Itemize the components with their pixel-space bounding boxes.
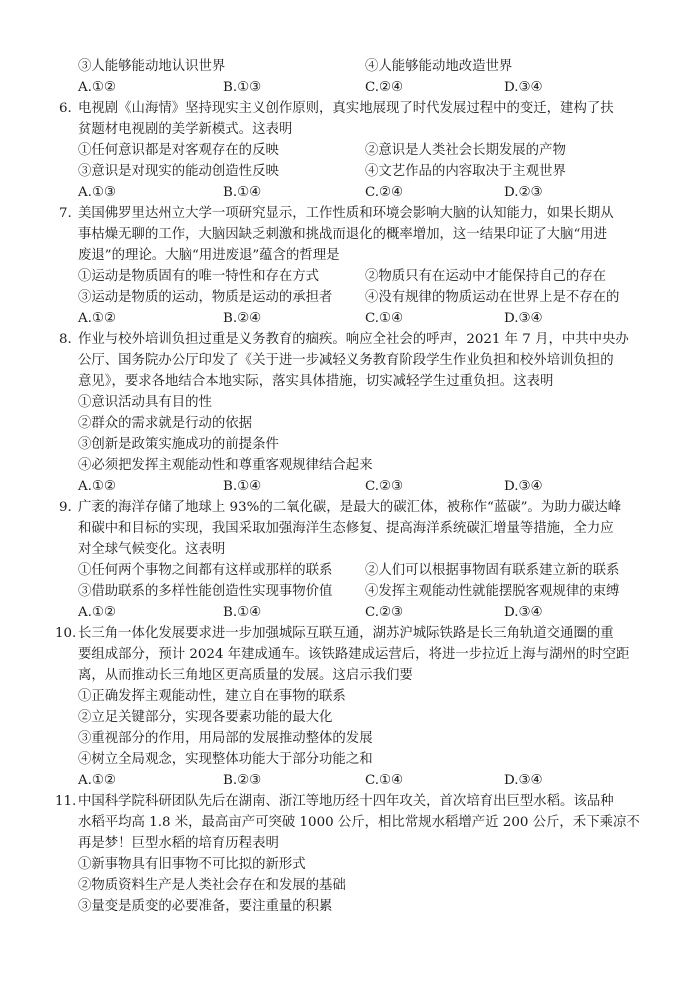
q9-answer-d: D.③④ [504, 605, 543, 620]
q7-option-1: ①运动是物质固有的唯一特性和存在方式 [78, 269, 320, 284]
q10-answer-c: C.①④ [365, 773, 404, 788]
q10-answer-d: D.③④ [504, 773, 543, 788]
q8-answer-b: B.①④ [223, 479, 262, 494]
q8-option-1: ①意识活动具有目的性 [78, 395, 212, 410]
q7-number: 7. [59, 206, 72, 221]
q9-answer-b: B.①④ [223, 605, 262, 620]
q10-stem-line: 离，从而推动长三角地区更高质量的发展。这启示我们要 [78, 668, 413, 683]
q10-option-3: ③重视部分的作用，用局部的发展推动整体的发展 [78, 731, 373, 746]
q10-number: 10. [55, 626, 77, 641]
q11-stem-line: 水稻平均高 1.8 米，最高亩产可突破 1000 公斤，相比常规水稻增产近 200 公斤，禾下乘凉不 [78, 815, 640, 830]
q9-stem-line: 对全球气候变化。这表明 [78, 542, 226, 557]
q7-option-4: ④没有规律的物质运动在世界上是不存在的 [365, 290, 620, 305]
q10-stem-line: 要组成部分，预计 2024 年建成通车。该铁路建成运营后，将进一步拉近上海与湖州的时空距 [78, 647, 630, 662]
q6-option-4: ④文艺作品的内容取决于主观世界 [365, 164, 566, 179]
q8-stem-line: 意见》，要求各地结合本地实际，落实具体措施，切实减轻学生过重负担。这表明 [78, 374, 554, 389]
q7-option-2: ②物质只有在运动中才能保持自己的存在 [365, 269, 607, 284]
q7-stem-line: 事枯燥无聊的工作，大脑因缺乏刺激和挑战而退化的概率增加，这一结果印证了大脑“用进 [78, 227, 608, 242]
q9-option-4: ④发挥主观能动性就能摆脱客观规律的束缚 [365, 584, 620, 599]
q10-option-2: ②立足关键部分，实现各要素功能的最大化 [78, 710, 333, 725]
q5-option-3: ③人能够能动地认识世界 [78, 59, 226, 74]
q9-stem-line: 广袤的海洋存储了地球上 93%的二氧化碳，是最大的碳汇体，被称作“蓝碳”。为助力碳达峰 [78, 500, 622, 515]
q6-option-2: ②意识是人类社会长期发展的产物 [365, 143, 566, 158]
q5-answer-c: C.②④ [365, 80, 404, 95]
q6-answer-b: B.①④ [223, 185, 262, 200]
q8-answer-a: A.①② [78, 479, 116, 494]
q7-answer-c: C.①④ [365, 311, 404, 326]
q8-option-2: ②群众的需求就是行动的依据 [78, 416, 253, 431]
q7-answer-d: D.③④ [504, 311, 543, 326]
q6-answer-d: D.②③ [504, 185, 543, 200]
q5-answer-b: B.①③ [223, 80, 262, 95]
q7-stem-line: 废退”的理论。大脑“用进废退”蕴含的哲理是 [78, 248, 340, 263]
q8-answer-c: C.②③ [365, 479, 404, 494]
q9-answer-c: C.②③ [365, 605, 404, 620]
q11-option-3: ③量变是质变的必要准备，要注重量的积累 [78, 899, 333, 914]
q8-stem-line: 作业与校外培训负担过重是义务教育的痼疾。响应全社会的呼声，2021 年 7 月，中共中央办 [78, 332, 629, 347]
q10-answer-a: A.①② [78, 773, 116, 788]
q11-stem-line: 中国科学院科研团队先后在湖南、浙江等地历经十四年攻关，首次培育出巨型水稻。该品种 [78, 794, 614, 809]
q6-option-1: ①任何意识都是对客观存在的反映 [78, 143, 279, 158]
q5-answer-a: A.①② [78, 80, 116, 95]
q6-answer-a: A.①③ [78, 185, 116, 200]
q10-answer-b: B.②③ [223, 773, 262, 788]
q6-number: 6. [59, 101, 72, 116]
q7-stem-line: 美国佛罗里达州立大学一项研究显示，工作性质和环境会影响大脑的认知能力，如果长期从 [78, 206, 614, 221]
q8-number: 8. [59, 332, 72, 347]
q11-option-2: ②物质资料生产是人类社会存在和发展的基础 [78, 878, 346, 893]
q8-stem-line: 公厅、国务院办公厅印发了《关于进一步减轻义务教育阶段学生作业负担和校外培训负担的 [78, 353, 614, 368]
q11-option-1: ①新事物具有旧事物不可比拟的新形式 [78, 857, 306, 872]
q5-option-4: ④人能够能动地改造世界 [365, 59, 513, 74]
q5-answer-d: D.③④ [504, 80, 543, 95]
q10-option-1: ①正确发挥主观能动性，建立自在事物的联系 [78, 689, 346, 704]
q6-stem-line: 贫题材电视剧的美学新模式。这表明 [78, 122, 293, 137]
q9-stem-line: 和碳中和目标的实现，我国采取加强海洋生态修复、提高海洋系统碳汇增量等措施，全力应 [78, 521, 614, 536]
q6-answer-c: C.②④ [365, 185, 404, 200]
q9-option-1: ①任何两个事物之间都有这样或那样的联系 [78, 563, 333, 578]
q8-option-3: ③创新是政策实施成功的前提条件 [78, 437, 279, 452]
q7-option-3: ③运动是物质的运动，物质是运动的承担者 [78, 290, 333, 305]
q10-option-4: ④树立全局观念，实现整体功能大于部分功能之和 [78, 752, 373, 767]
q6-stem-line: 电视剧《山海情》坚持现实主义创作原则，真实地展现了时代发展过程中的变迁，建构了扶 [78, 101, 614, 116]
q7-answer-b: B.②④ [223, 311, 262, 326]
q9-option-2: ②人们可以根据事物固有联系建立新的联系 [365, 563, 620, 578]
q9-answer-a: A.①② [78, 605, 116, 620]
q9-number: 9. [59, 500, 72, 515]
q8-option-4: ④必须把发挥主观能动性和尊重客观规律结合起来 [78, 458, 373, 473]
q6-option-3: ③意识是对现实的能动创造性反映 [78, 164, 279, 179]
q10-stem-line: 长三角一体化发展要求进一步加强城际互联互通，湖苏沪城际铁路是长三角轨道交通圈的重 [78, 626, 614, 641]
q11-stem-line: 再是梦！巨型水稻的培育历程表明 [78, 836, 279, 851]
q9-option-3: ③借助联系的多样性能创造性实现事物价值 [78, 584, 333, 599]
q8-answer-d: D.③④ [504, 479, 543, 494]
q11-number: 11. [55, 794, 77, 809]
q7-answer-a: A.①② [78, 311, 116, 326]
